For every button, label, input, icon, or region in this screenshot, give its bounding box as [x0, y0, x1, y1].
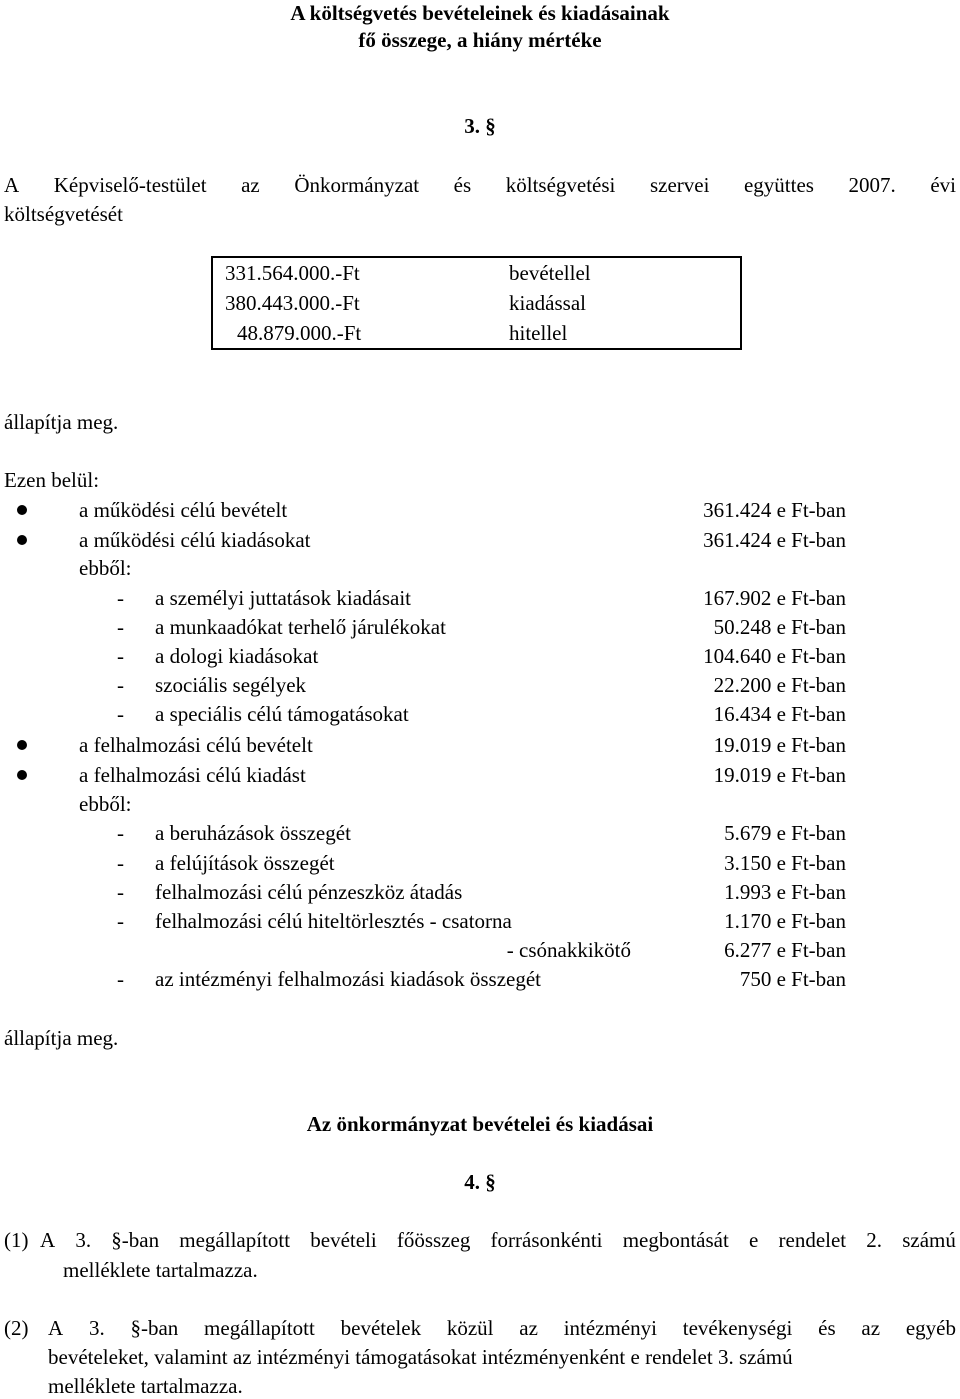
row-text: a munkaadókat terhelő járulékokat: [155, 615, 446, 639]
row-text: ebből:: [79, 556, 132, 580]
row-text: a működési célú kiadásokat: [79, 528, 311, 552]
dash-marker: -: [117, 851, 124, 875]
total-amount: 331.564.000.-Ft: [225, 261, 360, 285]
para-1-word: számú: [902, 1228, 956, 1252]
dash-marker: -: [117, 880, 124, 904]
total-amount: 380.443.000.-Ft: [225, 291, 360, 315]
section-4-heading: 4. §: [464, 1170, 496, 1194]
para-2-word: és: [818, 1316, 836, 1340]
row-value: 22.200 e Ft-ban: [713, 673, 846, 697]
row-value: 3.150 e Ft-ban: [724, 851, 846, 875]
intro-word: 2007.: [848, 173, 896, 197]
intro-line-2: költségvetését: [4, 202, 123, 226]
heading-revenues-expenses: Az önkormányzat bevételei és kiadásai: [306, 1112, 654, 1136]
dash-marker: -: [117, 821, 124, 845]
row-text: a felhalmozási célú bevételt: [79, 733, 313, 757]
intro-word: Önkormányzat: [294, 173, 420, 197]
dash-marker: -: [117, 673, 124, 697]
row-text: a felhalmozási célú kiadást: [79, 763, 306, 787]
row-value: 50.248 e Ft-ban: [713, 615, 846, 639]
row-text: ebből:: [79, 792, 132, 816]
intro-word: költségvetési: [505, 173, 616, 197]
para-1-word: főösszeg: [396, 1228, 471, 1252]
total-amount: 48.879.000.-Ft: [237, 321, 362, 345]
row-value: 167.902 e Ft-ban: [703, 586, 846, 610]
para-2-word: megállapított: [204, 1316, 315, 1340]
para-1-word: bevételi: [310, 1228, 377, 1252]
intro-word: az: [241, 173, 260, 197]
row-text: a személyi juttatások kiadásait: [155, 586, 411, 610]
para-2-line-1: [48, 1315, 956, 1341]
para-2-word: §-ban: [130, 1316, 179, 1340]
para-2-word: az: [519, 1316, 538, 1340]
closing-text-1: állapítja meg.: [4, 410, 119, 434]
row-value: 104.640 e Ft-ban: [703, 644, 846, 668]
section-3-heading: 3. §: [464, 114, 496, 138]
row-value: 1.993 e Ft-ban: [724, 880, 846, 904]
row-text: - csónakkikötő: [506, 938, 631, 962]
within-label: Ezen belül:: [4, 468, 100, 492]
intro-word: A: [4, 173, 20, 197]
row-value: 1.170 e Ft-ban: [724, 909, 846, 933]
para-1-word: §-ban: [111, 1228, 160, 1252]
dash-marker: -: [117, 644, 124, 668]
row-text: a felújítások összegét: [155, 851, 335, 875]
row-value: 19.019 e Ft-ban: [713, 733, 846, 757]
intro-word: együttes: [743, 173, 814, 197]
intro-word: és: [453, 173, 472, 197]
row-value: 361.424 e Ft-ban: [703, 498, 846, 522]
closing-text-2: állapítja meg.: [4, 1026, 119, 1050]
row-text: a dologi kiadásokat: [155, 644, 319, 668]
dash-marker: -: [117, 702, 124, 726]
para-1-word: forrásonkénti: [490, 1228, 603, 1252]
intro-word: évi: [930, 173, 956, 197]
para-2-word: közül: [446, 1316, 494, 1340]
para-1-word: e: [749, 1228, 759, 1252]
total-label: kiadással: [509, 291, 586, 315]
row-value: 16.434 e Ft-ban: [713, 702, 846, 726]
row-text: a speciális célú támogatásokat: [155, 702, 409, 726]
para-2-word: tevékenységi: [682, 1316, 793, 1340]
dash-marker: -: [117, 586, 124, 610]
para-2-word: az: [861, 1316, 881, 1340]
title-line-2: fő összege, a hiány mértéke: [358, 28, 602, 52]
row-text: az intézményi felhalmozási kiadások összegét: [155, 967, 542, 991]
para-2-label: (2): [4, 1316, 29, 1340]
row-value: 6.277 e Ft-ban: [724, 938, 846, 962]
total-label: hitellel: [509, 321, 568, 345]
title-line-1: A költségvetés bevételeinek és kiadásainak: [290, 1, 670, 25]
intro-word: szervei: [649, 173, 710, 197]
para-2-word: egyéb: [905, 1316, 956, 1340]
dash-marker: -: [117, 909, 124, 933]
para-2-line-2: bevételeket, valamint az intézményi támogatásokat intézményenként e rendelet 3. számú: [48, 1345, 793, 1369]
row-text: szociális segélyek: [155, 673, 307, 697]
row-text: a működési célú bevételt: [79, 498, 288, 522]
totals-row: [212, 257, 741, 288]
para-1-line-2: melléklete tartalmazza.: [63, 1258, 258, 1282]
row-value: 750 e Ft-ban: [739, 967, 846, 991]
para-2-line-3: melléklete tartalmazza.: [48, 1374, 243, 1398]
para-1-word: 3.: [75, 1228, 92, 1252]
para-2-word: intézményi: [563, 1316, 657, 1340]
para-1-word: megállapított: [179, 1228, 291, 1252]
totals-row: [212, 318, 741, 349]
total-label: bevétellel: [509, 261, 591, 285]
intro-word: Képviselő-testület: [53, 173, 207, 197]
row-value: 5.679 e Ft-ban: [724, 821, 846, 845]
para-1-word: 2.: [866, 1228, 883, 1252]
para-1-word: A: [40, 1228, 56, 1252]
para-1-label: (1): [4, 1228, 29, 1252]
row-text: felhalmozási célú hiteltörlesztés - csatorna: [155, 909, 512, 933]
row-text: a beruházások összegét: [155, 821, 351, 845]
dash-marker: -: [117, 615, 124, 639]
para-1-word: megbontását: [622, 1228, 729, 1252]
totals-table: [211, 256, 742, 350]
para-2-word: 3.: [88, 1316, 105, 1340]
para-1-line-1: [40, 1227, 956, 1253]
dash-marker: -: [117, 967, 124, 991]
row-text: felhalmozási célú pénzeszköz átadás: [155, 880, 463, 904]
intro-line-1: [4, 172, 956, 198]
totals-row: [212, 288, 741, 318]
para-1-word: rendelet: [778, 1228, 847, 1252]
para-2-word: A: [48, 1316, 64, 1340]
row-value: 19.019 e Ft-ban: [713, 763, 846, 787]
row-value: 361.424 e Ft-ban: [703, 528, 846, 552]
para-2-word: bevételek: [340, 1316, 422, 1340]
